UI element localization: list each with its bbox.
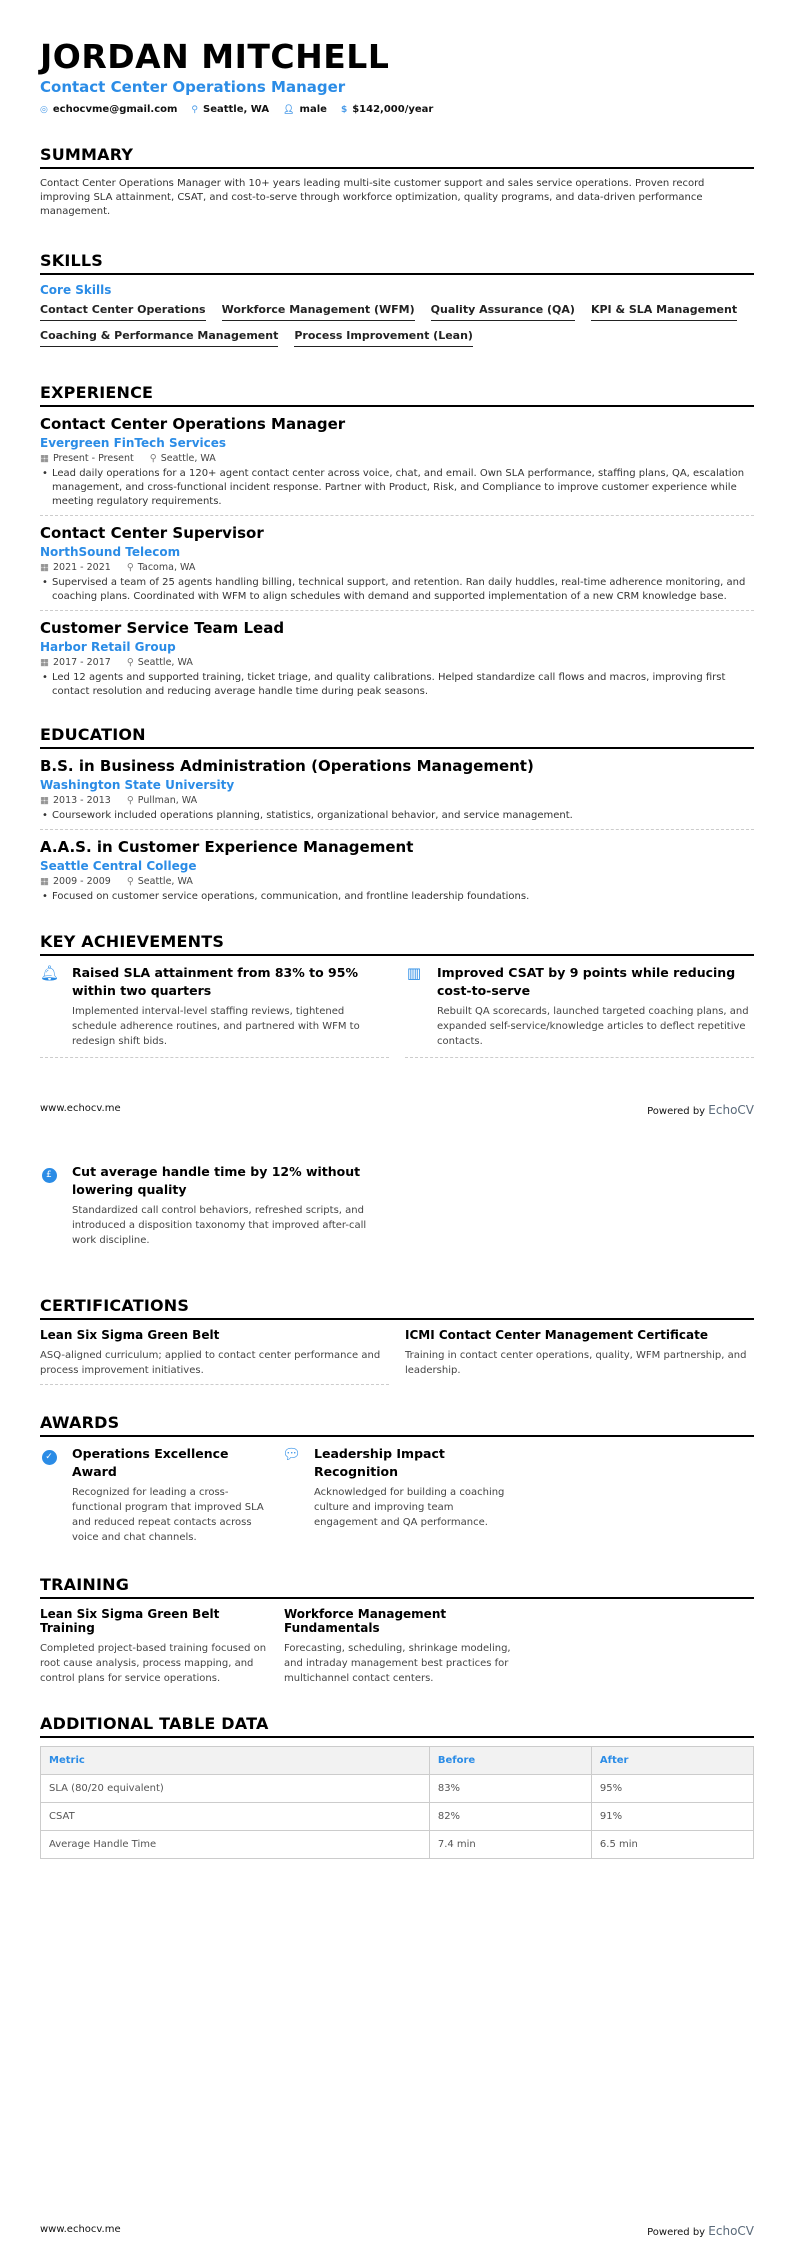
cert-title: Lean Six Sigma Green Belt <box>40 1328 220 1342</box>
section-heading: CERTIFICATIONS <box>40 1296 754 1320</box>
table-cell: 6.5 min <box>591 1831 753 1859</box>
table-section <box>40 1714 754 1859</box>
location-icon: ⚲ <box>191 105 198 115</box>
section-heading: EDUCATION <box>40 725 754 749</box>
achievement-title: Raised SLA attainment from 83% to 95% within two quarters <box>72 965 358 998</box>
certifications-grid <box>40 1328 754 1385</box>
dates: 2009 - 2009 <box>52 876 111 887</box>
table-cell: 95% <box>591 1775 753 1803</box>
skill-tag: KPI & SLA Management <box>591 303 737 321</box>
location-icon: ⚲ <box>149 453 157 464</box>
company: NorthSound Telecom <box>40 545 181 559</box>
award-item <box>40 1445 270 1553</box>
skills-section <box>40 251 754 347</box>
contact-row <box>40 104 754 115</box>
at-icon: ◎ <box>40 105 48 115</box>
experience-item <box>40 611 754 705</box>
training-text: Completed project-based training focused on root cause analysis, process mapping, and control plans for service operations. <box>40 1643 267 1684</box>
resume-page-2 <box>0 1125 794 2246</box>
brand-logo: EchoCV <box>708 2224 754 2238</box>
section-heading: KEY ACHIEVEMENTS <box>40 932 754 956</box>
degree: A.A.S. in Customer Experience Management <box>40 838 414 856</box>
comment-icon: 💬︎ <box>282 1445 302 1463</box>
column-header: Before <box>429 1747 591 1775</box>
award-text: Acknowledged for building a coaching culture and improving team engagement and QA performance. <box>314 1487 505 1528</box>
footer-site-link[interactable]: www.echocv.me <box>40 2224 121 2235</box>
cert-text: Training in contact center operations, quality, WFM partnership, and leadership. <box>405 1350 747 1376</box>
school-location: Seattle, WA <box>137 876 193 887</box>
training-grid <box>40 1607 754 1686</box>
table-row <box>41 1831 754 1859</box>
table-row <box>41 1803 754 1831</box>
powered-by-label: Powered by <box>647 2227 706 2238</box>
skill-tag: Workforce Management (WFM) <box>222 303 415 321</box>
skill-tag: Coaching & Performance Management <box>40 329 278 347</box>
check-circle-icon: ✓ <box>40 1445 58 1545</box>
section-heading: SKILLS <box>40 251 754 275</box>
footer-site-link[interactable]: www.echocv.me <box>40 1103 121 1114</box>
calendar-icon: ▦ <box>40 453 49 464</box>
achievements-grid <box>40 964 754 1058</box>
skills-list <box>40 303 754 347</box>
location-icon: ⚲ <box>126 562 134 573</box>
table-cell: 7.4 min <box>429 1831 591 1859</box>
user-icon: 👤︎ <box>283 105 295 115</box>
bell-icon: 🔔︎ <box>40 964 60 982</box>
training-title: Lean Six Sigma Green Belt Training <box>40 1607 220 1635</box>
summary-section <box>40 145 754 219</box>
location-icon: ⚲ <box>126 795 134 806</box>
school: Seattle Central College <box>40 859 197 873</box>
dollar-icon: $ <box>340 105 348 115</box>
table-header-row <box>41 1747 754 1775</box>
job-location: Tacoma, WA <box>137 562 196 573</box>
achievement-text: Rebuilt QA scorecards, launched targeted coaching plans, and expanded self-service/knowledge articles to deflect repetitive contacts. <box>437 1006 749 1047</box>
page-footer <box>40 1103 754 1117</box>
location-icon: ⚲ <box>126 657 134 668</box>
table-cell: SLA (80/20 equivalent) <box>41 1775 430 1803</box>
table-cell: 91% <box>591 1803 753 1831</box>
achievement-text: Standardized call control behaviors, refreshed scripts, and introduced a disposition taxonomy that improved after-call work discipline. <box>72 1205 367 1246</box>
calendar-icon: ▦ <box>40 876 49 887</box>
page-1-content <box>40 38 754 1058</box>
job-title: Contact Center Supervisor <box>40 524 264 542</box>
candidate-title: Contact Center Operations Manager <box>40 78 346 96</box>
calendar-icon: ▦ <box>40 562 49 573</box>
education-bullet: • Focused on customer service operations, communication, and frontline leadership foundations. <box>40 890 754 904</box>
training-title: Workforce Management Fundamentals <box>284 1607 447 1635</box>
brand-logo: EchoCV <box>708 1103 754 1117</box>
section-heading: ADDITIONAL TABLE DATA <box>40 1714 754 1738</box>
education-item <box>40 830 754 910</box>
page-footer <box>40 2224 754 2238</box>
skill-tag: Contact Center Operations <box>40 303 206 321</box>
calendar-icon: ▦ <box>40 795 49 806</box>
table-row <box>41 1775 754 1803</box>
job-location: Seattle, WA <box>160 453 216 464</box>
experience-section <box>40 383 754 705</box>
metrics-table <box>40 1746 754 1859</box>
salary: $142,000/year <box>352 104 434 115</box>
certifications-section <box>40 1296 754 1385</box>
achievement-title: Cut average handle time by 12% without lowering quality <box>72 1164 361 1197</box>
job-bullet: • Supervised a team of 25 agents handling billing, technical support, and retention. Ran daily huddles, real-time adherence monitoring, and coaching plans. Coordinated with WFM to align schedules with demand and supported implementation of a new CRM knowledge base. <box>40 576 754 604</box>
location-icon: ⚲ <box>126 876 134 887</box>
dates: 2021 - 2021 <box>52 562 111 573</box>
company: Evergreen FinTech Services <box>40 436 227 450</box>
achievements-grid-continued <box>40 1163 754 1256</box>
achievement-item <box>40 1163 389 1256</box>
skill-tag: Process Improvement (Lean) <box>294 329 473 347</box>
experience-item <box>40 407 754 516</box>
education-bullet: • Coursework included operations planning, statistics, organizational behavior, and service management. <box>40 809 754 823</box>
skill-group-title: Core Skills <box>40 283 112 297</box>
award-title: Operations Excellence Award <box>72 1446 229 1479</box>
job-title: Customer Service Team Lead <box>40 619 285 637</box>
education-section <box>40 725 754 910</box>
award-item <box>282 1445 512 1553</box>
certification-item <box>40 1328 389 1385</box>
achievement-text: Implemented interval-level staffing reviews, tightened schedule adherence routines, and partnered with WFM to redesign shift bids. <box>72 1006 360 1047</box>
training-item <box>40 1607 270 1686</box>
table-cell: 83% <box>429 1775 591 1803</box>
column-header: Metric <box>41 1747 430 1775</box>
training-section <box>40 1575 754 1686</box>
job-bullet: • Lead daily operations for a 120+ agent contact center across voice, chat, and email. Own SLA performance, staffing plans, QA, escalation management, and cross-functional incident response. Partner with Product, Risk, and Compliance to improve customer experience while meeting regulatory requirements. <box>40 467 754 509</box>
training-text: Forecasting, scheduling, shrinkage modeling, and intraday management best practices for multichannel contact centers. <box>284 1643 511 1684</box>
dates: 2017 - 2017 <box>52 657 111 668</box>
section-heading: TRAINING <box>40 1575 754 1599</box>
summary-text: Contact Center Operations Manager with 10+ years leading multi-site customer support and sales service operations. Proven record improving SLA attainment, CSAT, and cost-to-serve through workforce optimization, quality programs, and data-driven performance management. <box>40 178 705 217</box>
degree: B.S. in Business Administration (Operations Management) <box>40 757 534 775</box>
school-location: Pullman, WA <box>137 795 198 806</box>
calendar-icon: ▦ <box>40 657 49 668</box>
powered-by-label: Powered by <box>647 1106 706 1117</box>
cert-title: ICMI Contact Center Management Certificate <box>405 1328 708 1342</box>
pound-icon: £ <box>40 1163 58 1248</box>
school: Washington State University <box>40 778 235 792</box>
email[interactable]: echocvme@gmail.com <box>52 104 178 115</box>
section-heading: AWARDS <box>40 1413 754 1437</box>
cert-text: ASQ-aligned curriculum; applied to contact center performance and process improvement initiatives. <box>40 1350 381 1376</box>
table-cell: 82% <box>429 1803 591 1831</box>
page-2-content <box>40 1163 754 1859</box>
achievements-section <box>40 932 754 1058</box>
awards-section <box>40 1413 754 1553</box>
dates: 2013 - 2013 <box>52 795 111 806</box>
dates: Present - Present <box>52 453 134 464</box>
gender: male <box>299 104 327 115</box>
candidate-name: JORDAN MITCHELL <box>40 37 390 76</box>
training-item <box>284 1607 514 1686</box>
building-icon: ▥ <box>406 964 422 982</box>
achievement-item <box>405 964 754 1058</box>
table-cell: Average Handle Time <box>41 1831 430 1859</box>
experience-item <box>40 516 754 611</box>
education-item <box>40 749 754 830</box>
achievement-item <box>40 964 389 1058</box>
skill-tag: Quality Assurance (QA) <box>431 303 575 321</box>
awards-grid <box>40 1445 754 1553</box>
award-title: Leadership Impact Recognition <box>314 1446 445 1479</box>
job-location: Seattle, WA <box>137 657 193 668</box>
achievement-title: Improved CSAT by 9 points while reducing cost-to-serve <box>437 965 736 998</box>
table-cell: CSAT <box>41 1803 430 1831</box>
column-header: After <box>591 1747 753 1775</box>
company: Harbor Retail Group <box>40 640 176 654</box>
location: Seattle, WA <box>203 104 270 115</box>
job-title: Contact Center Operations Manager <box>40 415 346 433</box>
section-heading: EXPERIENCE <box>40 383 754 407</box>
section-heading: SUMMARY <box>40 145 754 169</box>
job-bullet: • Led 12 agents and supported training, ticket triage, and quality calibrations. Helped standardize call flows and macros, improving first contact resolution and reducing average handle time during peak seasons. <box>40 671 754 699</box>
certification-item <box>405 1328 754 1385</box>
award-text: Recognized for leading a cross-functional program that improved SLA and reduced repeat contacts across voice and chat channels. <box>72 1487 264 1543</box>
